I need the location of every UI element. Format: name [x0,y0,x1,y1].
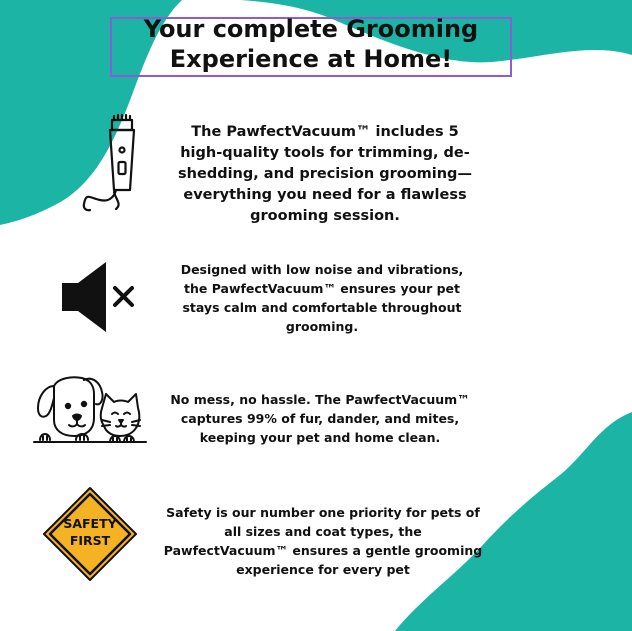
safety-first-sign-icon [42,486,138,582]
dog-cat-icon [32,372,148,456]
feature-text-no-mess: No mess, no hassle. The PawfectVacuum™ captures 99% of fur, dander, and mites, keeping your pet and home clean. [170,392,470,445]
sign-line-first: FIRST [69,533,111,548]
page-title: Your complete Grooming Experience at Home! [143,15,479,73]
feature-text-low-noise: Designed with low noise and vibrations, the PawfectVacuum™ ensures your pet stays calm and comfortable throughout grooming. [180,262,464,334]
sign-line-safety: SAFETY [63,516,117,531]
feature-text-safety: Safety is our number one priority for pets of all sizes and coat types, the PawfectVacuum™ ensures a gentle grooming experience for every pet [163,505,483,577]
clipper-icon [78,112,138,212]
feature-text-tools: The PawfectVacuum™ includes 5 high-quality tools for trimming, de-shedding, and precision grooming—everything you need for a flawless grooming session. [178,124,472,224]
speaker-mute-icon [60,260,140,334]
